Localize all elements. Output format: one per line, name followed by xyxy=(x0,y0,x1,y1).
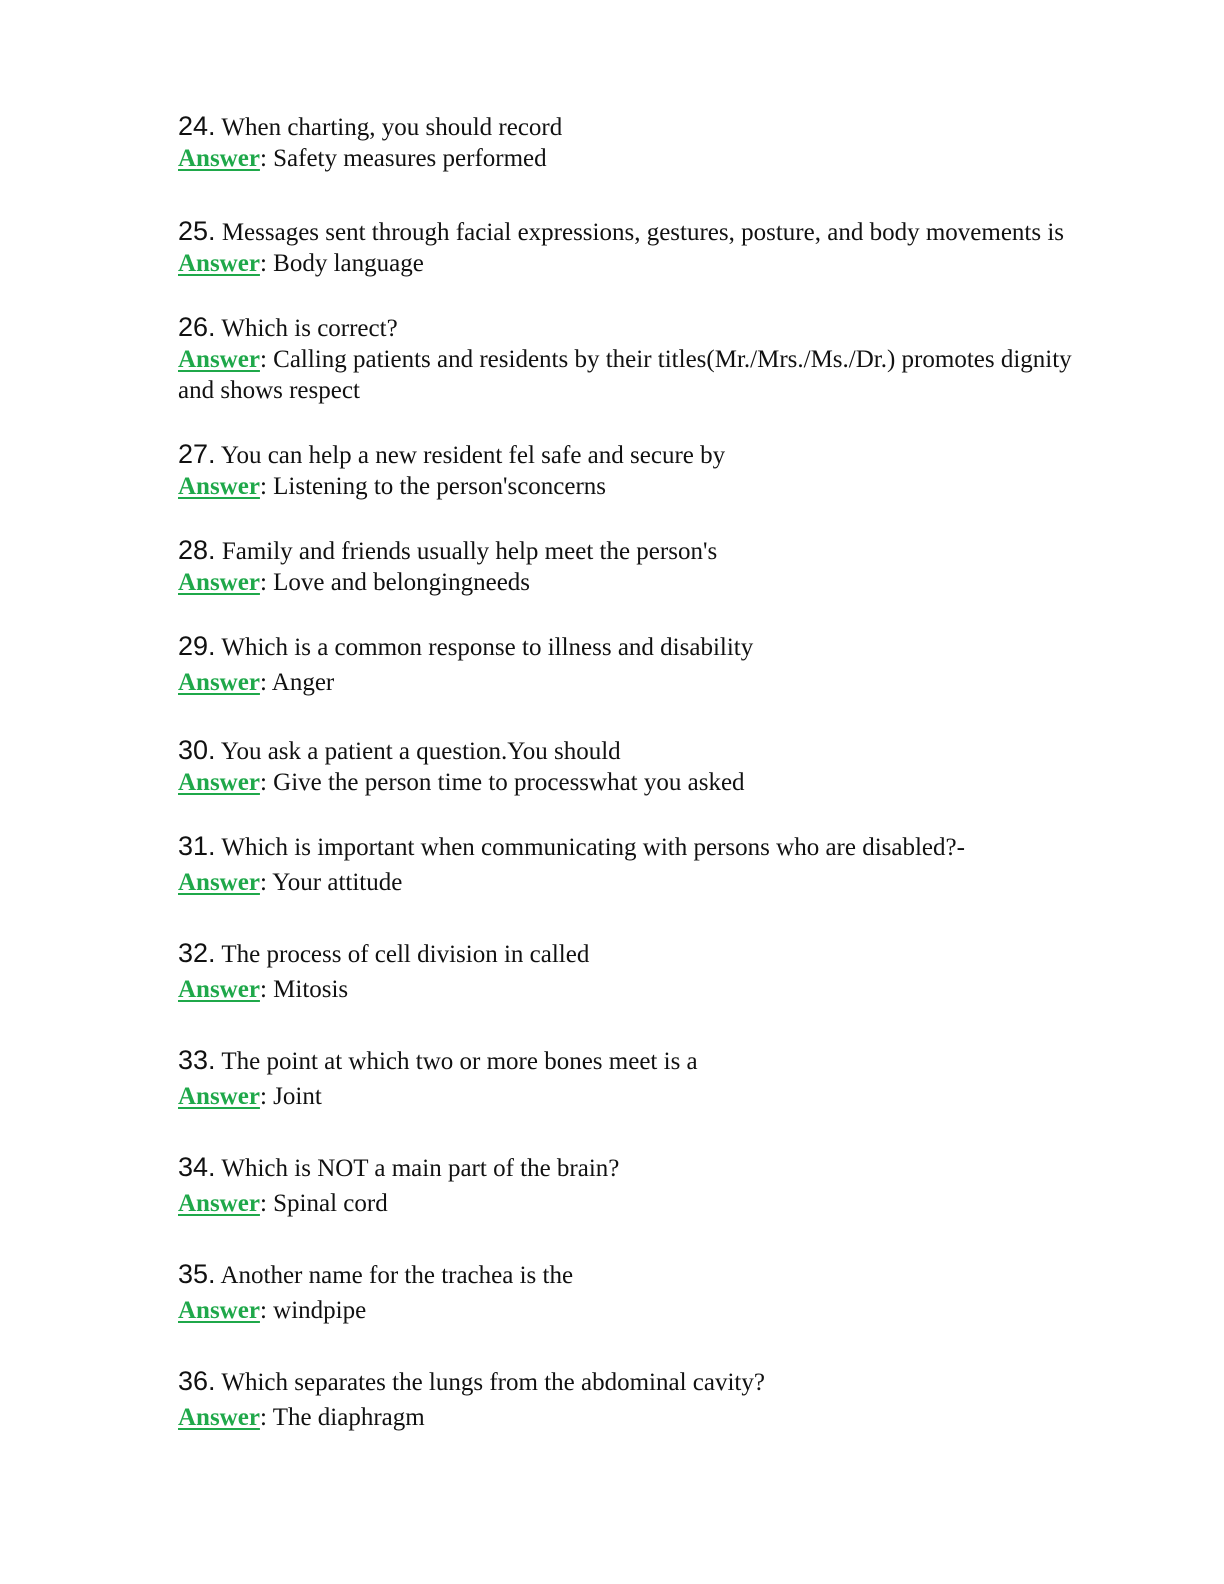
question-number: 27 xyxy=(178,439,209,469)
question-number: 31 xyxy=(178,831,209,861)
question-text: Which is NOT a main part of the brain? xyxy=(221,1155,620,1182)
question-number: 25 xyxy=(178,216,209,246)
answer-text: Listening to the person'sconcerns xyxy=(273,473,607,500)
answer-line: Answer: Spinal cord xyxy=(178,1190,388,1217)
qa-item-27 xyxy=(178,439,1098,502)
question-number: 33 xyxy=(178,1045,209,1075)
answer-line: Answer: Mitosis xyxy=(178,976,349,1003)
answer-text: Give the person time to processwhat you asked xyxy=(273,769,745,796)
answer-line: Answer: Body language xyxy=(178,250,424,277)
answer-text: Safety measures performed xyxy=(273,145,547,172)
answer-text: Spinal cord xyxy=(273,1190,388,1217)
answer-text: Anger xyxy=(271,669,335,696)
question-line: 36. Which separates the lungs from the abdominal cavity? xyxy=(178,1366,765,1396)
question-line: 26. Which is correct? xyxy=(178,312,398,342)
qa-item-32 xyxy=(178,938,1098,1005)
question-text: Which is a common response to illness and disability xyxy=(221,634,754,661)
question-number: 26 xyxy=(178,312,209,342)
answer-text: Your attitude xyxy=(272,869,403,896)
question-text: Which separates the lungs from the abdominal cavity? xyxy=(221,1369,765,1396)
answer-line: Answer: Your attitude xyxy=(178,869,403,896)
question-text: Family and friends usually help meet the person's xyxy=(221,538,718,565)
question-line: 34. Which is NOT a main part of the brain? xyxy=(178,1152,620,1182)
question-text: Messages sent through facial expressions, gestures, posture, and body movements is xyxy=(221,219,1065,246)
answer-line: Answer: Love and belongingneeds xyxy=(178,569,531,596)
answer-text: Body language xyxy=(273,250,424,277)
answer-label: Answer xyxy=(178,1190,260,1217)
answer-line: Answer: Calling patients and residents by their titles(Mr./Mrs./Ms./Dr.) promotes dignity and shows respect xyxy=(178,346,1072,404)
question-line: 33. The point at which two or more bones meet is a xyxy=(178,1045,698,1075)
question-line: 25. Messages sent through facial expressions, gestures, posture, and body movements is xyxy=(178,216,1065,246)
answer-text: The diaphragm xyxy=(272,1404,425,1431)
question-number: 32 xyxy=(178,938,209,968)
question-number: 34 xyxy=(178,1152,209,1182)
qa-item-30 xyxy=(178,735,1098,798)
answer-label: Answer xyxy=(178,569,260,596)
question-text: Which is correct? xyxy=(221,315,398,342)
qa-item-25 xyxy=(178,216,1098,279)
qa-item-24 xyxy=(178,111,1098,174)
question-text: Which is important when communicating with persons who are disabled?- xyxy=(221,834,965,861)
question-line: 28. Family and friends usually help meet the person's xyxy=(178,535,718,565)
question-line: 30. You ask a patient a question.You should xyxy=(178,735,621,765)
answer-line: Answer: Listening to the person'sconcerns xyxy=(178,473,607,500)
qa-item-35 xyxy=(178,1259,1098,1326)
answer-text: Calling patients and residents by their titles(Mr./Mrs./Ms./Dr.) promotes dignity and shows respect xyxy=(178,346,1072,404)
answer-line: Answer: Joint xyxy=(178,1083,322,1110)
answer-text: Mitosis xyxy=(273,976,349,1003)
answer-label: Answer xyxy=(178,869,260,896)
qa-item-36 xyxy=(178,1366,1098,1433)
document-page xyxy=(178,111,1098,1433)
question-text: When charting, you should record xyxy=(221,114,563,141)
qa-item-28 xyxy=(178,535,1098,598)
question-line: 29. Which is a common response to illness and disability xyxy=(178,631,754,661)
question-number: 36 xyxy=(178,1366,209,1396)
qa-item-31 xyxy=(178,831,1098,898)
question-line: 35. Another name for the trachea is the xyxy=(178,1259,574,1289)
question-text: Another name for the trachea is the xyxy=(220,1262,574,1289)
qa-item-26 xyxy=(178,312,1098,406)
question-line: 27. You can help a new resident fel safe and secure by xyxy=(178,439,726,469)
question-text: You ask a patient a question.You should xyxy=(220,738,621,765)
answer-line: Answer: Anger xyxy=(178,669,335,696)
question-text: The point at which two or more bones meet is a xyxy=(221,1048,698,1075)
answer-label: Answer xyxy=(178,473,260,500)
answer-label: Answer xyxy=(178,769,260,796)
answer-text: Joint xyxy=(273,1083,322,1110)
question-number: 24 xyxy=(178,111,209,141)
answer-label: Answer xyxy=(178,1083,260,1110)
question-line: 31. Which is important when communicating with persons who are disabled?- xyxy=(178,831,965,861)
answer-label: Answer xyxy=(178,145,260,172)
question-number: 29 xyxy=(178,631,209,661)
qa-item-33 xyxy=(178,1045,1098,1112)
answer-label: Answer xyxy=(178,250,260,277)
qa-item-34 xyxy=(178,1152,1098,1219)
answer-line: Answer: The diaphragm xyxy=(178,1404,425,1431)
qa-item-29 xyxy=(178,631,1098,698)
answer-label: Answer xyxy=(178,669,260,696)
answer-label: Answer xyxy=(178,1404,260,1431)
answer-label: Answer xyxy=(178,346,260,373)
answer-label: Answer xyxy=(178,976,260,1003)
question-line: 32. The process of cell division in called xyxy=(178,938,590,968)
answer-line: Answer: windpipe xyxy=(178,1297,367,1324)
question-number: 30 xyxy=(178,735,209,765)
answer-line: Answer: Safety measures performed xyxy=(178,145,547,172)
question-number: 28 xyxy=(178,535,209,565)
answer-line: Answer: Give the person time to processwhat you asked xyxy=(178,769,745,796)
question-text: You can help a new resident fel safe and secure by xyxy=(220,442,726,469)
question-line: 24. When charting, you should record xyxy=(178,111,563,141)
answer-text: Love and belongingneeds xyxy=(273,569,531,596)
question-text: The process of cell division in called xyxy=(221,941,590,968)
answer-text: windpipe xyxy=(273,1297,367,1324)
answer-label: Answer xyxy=(178,1297,260,1324)
question-number: 35 xyxy=(178,1259,209,1289)
